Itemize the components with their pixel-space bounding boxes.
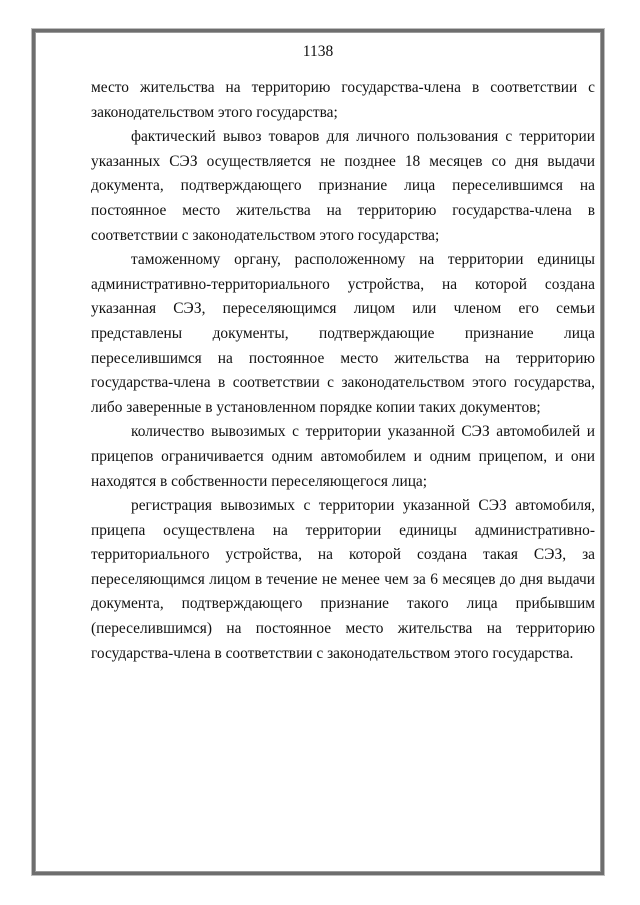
paragraph: количество вывозимых с территории указанной СЭЗ автомобилей и прицепов ограничивается одним автомобилем и одним прицепом, и они находятся в собственности переселяющегося лица; (91, 423, 595, 490)
document-page (32, 29, 604, 875)
paragraph: таможенному органу, расположенному на территории единицы административно-территориального устройства, на которой создана указанная СЭЗ, переселяющимся лицом или членом его семьи представлены документы, подтверждающие признание лица переселившимся на постоянное место жительства на территорию государства-члена в соответствии с законодательством этого государства, либо заверенные в установленном порядке копии таких документов; (91, 251, 595, 416)
document-body (91, 76, 595, 666)
paragraph: место жительства на территорию государства-члена в соответствии с законодательством этого государства; (91, 79, 595, 121)
paragraph: регистрация вывозимых с территории указанной СЭЗ автомобиля, прицепа осуществлена на территории единицы административно-территориального устройства, на которой создана такая СЭЗ, за переселяющимся лицом в течение не менее чем за 6 месяцев до дня выдачи документа, подтверждающего признание такого лица прибывшим (переселившимся) на постоянное место жительства на территорию государства-члена в соответствии с законодательством этого государства. (91, 497, 595, 662)
page-number: 1138 (302, 43, 334, 60)
paragraph: фактический вывоз товаров для личного пользования с территории указанных СЭЗ осуществляется не позднее 18 месяцев со дня выдачи документа, подтверждающего признание лица переселившимся на постоянное место жительства на территорию государства-члена в соответствии с законодательством этого государства; (91, 128, 595, 244)
